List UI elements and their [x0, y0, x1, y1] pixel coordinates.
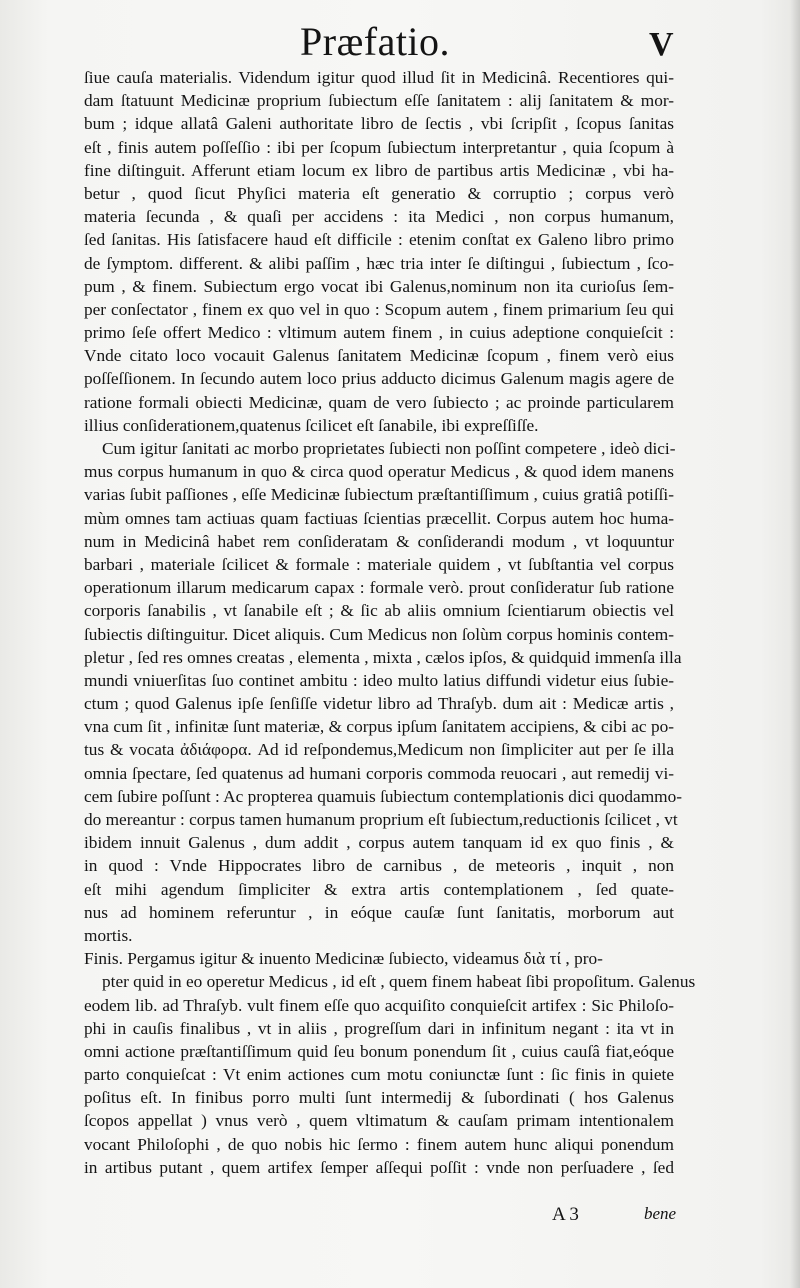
text-line: in quod : Vnde Hippocrates libro de carnibus , de meteoris , inquit , non	[84, 856, 674, 876]
text-line: ſed ſanitas. His ſatisfacere haud eſt difficile : etenim conſtat ex Galeno libro primo	[84, 230, 674, 250]
text-line: de ſymptom. different. & alibi paſſim , hæc tria inter ſe diſtingui , ſubiectum , ſco-	[84, 253, 674, 273]
text-line: parto conquieſcat : Vt enim actiones cum motu coniunctæ ſunt : ſic finis in quiete	[84, 1065, 674, 1085]
text-line: poſſeſſionem. In ſecundo autem loco prius adducto dicimus Galenum magis agere de	[84, 369, 674, 389]
folio-number: V	[649, 26, 674, 63]
signature-mark: A 3	[552, 1204, 579, 1225]
text-line: ibidem innuit Galenus , dum addit , corpus autem tanquam id ex quo finis , &	[84, 833, 674, 853]
text-line: phi in cauſis finalibus , vt in aliis , progreſſum dari in infinitum negant : ita vt in	[84, 1018, 674, 1038]
text-line: pletur , ſed res omnes creatas , elementa , mixta , cælos ipſos, & quidquid immenſa illa	[84, 647, 682, 667]
text-line: omni actione præſtantiſſimum quid ſeu bonum ponendum ſit , cuius cauſâ fiat,eóque	[84, 1041, 674, 1061]
text-line: betur , quod ſicut Phyſici materia eſt generatio & corruptio ; corpus verò	[84, 183, 674, 203]
catchword: bene	[644, 1204, 677, 1223]
text-line: corporis ſanabilis , vt ſanabile eſt ; & ſic ab aliis omnium ſcientiarum obiectis vel	[84, 601, 674, 621]
text-line: mortis.	[84, 925, 133, 945]
text-line: do mereantur : corpus tamen humanum proprium eſt ſubiectum,reductionis ſcilicet , vt	[84, 810, 678, 829]
text-line: eſt , finis autem poſſeſſio : ibi per ſcopum ſubiectum interpretantur , quia ſcopum à	[84, 137, 674, 157]
page-footer	[0, 1204, 800, 1234]
text-line: bum ; idque allatâ Galeni authoritate libro de ſectis , vbi ſcripſit , ſcopus ſanitas	[84, 114, 674, 134]
text-line: illius conſiderationem,quatenus ſcilicet eſt ſanabile, ibi expreſſiſſe.	[84, 415, 539, 435]
text-line: dam ſtatuunt Medicinæ proprium ſubiectum eſſe ſanitatem : alij ſanitatem & mor-	[84, 91, 674, 111]
text-line: vna cum ſit , infinitæ ſunt materiæ, & corpus ipſum ſanitatem accipiens, & cibi ac po-	[84, 717, 674, 737]
running-title: Præfatio.	[300, 19, 451, 64]
text-line: materia ſecunda , & quaſi per accidens : ita Medici , non corpus humanum,	[84, 207, 674, 227]
text-line: eſt mihi agendum ſimpliciter & extra artis contemplationem , ſed quate-	[84, 879, 674, 899]
text-line: tus & vocata ἀδιάφορα. Ad id reſpondemus,Medicum non ſimpliciter aut per ſe illa	[84, 740, 674, 760]
text-line: primo ſeſe offert Medico : vltimum autem finem , in cuius adeptione conquieſcit :	[84, 323, 674, 343]
text-line: ſiue cauſa materialis. Videndum igitur quod illud ſit in Medicinâ. Recentiores qui-	[84, 68, 674, 87]
text-line: in artibus putant , quem artifex ſemper aſſequi poſſit : vnde non perſuadere , ſed	[84, 1157, 674, 1177]
text-line: vocant Philoſophi , de quo nobis hic ſermo : finem autem hunc aliqui ponendum	[84, 1134, 674, 1154]
text-line: pter quid in eo operetur Medicus , id eſt , quem finem habeat ſibi propoſitum. Galenus	[102, 972, 696, 992]
text-line: per conſectator , finem ex quo vel in quo : Scopum autem , finem primarium ſeu qui	[84, 299, 674, 319]
text-line: eodem lib. ad Thraſyb. vult finem eſſe quo acquiſito conquieſcit artifex : Sic Philoſo-	[84, 995, 674, 1015]
text-line: ſubiectis diſtinguitur. Dicet aliquis. Cum Medicus non ſolùm corpus hominis contem-	[84, 624, 674, 644]
text-line: Finis. Pergamus igitur & inuento Medicinæ ſubiecto, videamus διὰ τί , pro-	[84, 949, 603, 969]
text-line: ctum ; quod Galenus ipſe ſenſiſſe videtur libro ad Thraſyb. dum ait : Medicæ artis ,	[84, 694, 674, 714]
text-line: ratione formali obiecti Medicinæ, quam de vero ſubiecto ; ac proinde particularem	[84, 392, 674, 412]
page-edge-shadow	[790, 0, 800, 1288]
text-line: cem ſubire poſſunt : Ac propterea quamuis ſubiectum contemplationis dici quodammo-	[84, 786, 682, 806]
text-line: omnia ſpectare, ſed quatenus ad humani corporis commoda reuocari , aut remedij vi-	[84, 763, 674, 783]
text-line: Cum igitur ſanitati ac morbo proprietates ſubiecti non poſſint competere , ideò dici-	[102, 439, 676, 458]
text-line: mundi vniuerſitas ſuo continet ambitu : ideo multo latius diffundi videtur eius ſubie-	[84, 670, 674, 690]
text-line: poſitus eſt. In finibus porro multi ſunt intermedij & ſubordinati ( hos Galenus	[84, 1088, 674, 1108]
text-line: mùm omnes tam actiuas quam factiuas ſcientias præcellit. Corpus autem hoc huma-	[84, 508, 674, 528]
text-line: ſcopos appellat ) vnus verò , quem vltimatum & cauſam primam intentionalem	[84, 1111, 674, 1131]
text-line: operationum illarum medicarum capax : formale verò. prout conſideratur ſub ratione	[84, 578, 674, 598]
text-line: pum , & finem. Subiectum ergo vocat ibi Galenus,nominum non ita curioſus ſem-	[84, 276, 674, 296]
text-line: fine diſtinguit. Afferunt etiam locum ex libro de partibus artis Medicinæ , vbi ha-	[84, 160, 674, 180]
text-line: mus corpus humanum in quo & circa quod operatur Medicus , & quod idem manens	[84, 462, 674, 482]
body-text	[84, 66, 696, 1179]
page-header	[0, 14, 800, 66]
text-line: num in Medicinâ habet rem conſideratam & conſiderandi modum , vt loquuntur	[84, 531, 674, 551]
text-line: barbari , materiale ſcilicet & formale : materiale quidem , vt ſubſtantia vel corpus	[84, 554, 674, 574]
text-line: varias ſubit paſſiones , eſſe Medicinæ ſubiectum præſtantiſſimum , cuius gratiâ potiſſi-	[84, 485, 674, 505]
text-line: nus ad hominem referuntur , in eóque cauſæ ſunt ſanitatis, morborum aut	[84, 902, 674, 922]
text-line: Vnde citato loco vocauit Galenus ſanitatem Medicinæ ſcopum , finem verò eius	[84, 346, 674, 366]
